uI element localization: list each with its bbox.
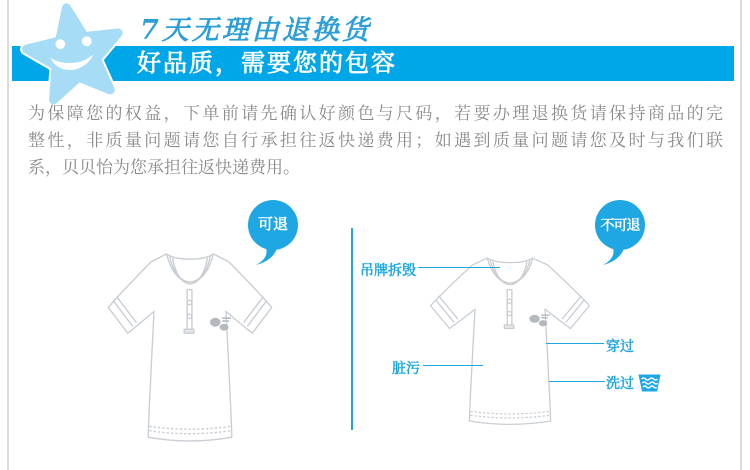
annotation-washed xyxy=(606,373,661,393)
policy-paragraph xyxy=(28,100,723,181)
returnable-shirt-illustration xyxy=(83,246,297,454)
annotation-line-stained xyxy=(423,365,483,366)
page-left-border xyxy=(7,0,9,470)
annotation-stained: 脏污 xyxy=(392,360,420,376)
policy-line-3: 系，贝贝怡为您承担往返快递费用。 xyxy=(28,158,300,177)
annotation-line-washed xyxy=(549,381,605,382)
page-right-border xyxy=(740,0,742,470)
banner-title: 好品质，需要您的包容 xyxy=(12,46,734,81)
annotation-washed-text: 洗过 xyxy=(606,375,634,391)
policy-line-2: 整性，非质量问题请您自行承担往返快递费用；如遇到质量问题请您及时与我们联 xyxy=(28,131,723,150)
annotation-line-tag xyxy=(418,267,500,268)
wash-basin-icon xyxy=(638,374,661,392)
header-slogan: 7天无理由退换货 xyxy=(140,15,372,46)
section-divider xyxy=(351,228,353,430)
non-returnable-label: 不可退 xyxy=(600,217,640,233)
annotation-line-worn xyxy=(546,343,604,344)
annotation-worn: 穿过 xyxy=(606,338,634,354)
policy-line-1: 为保障您的权益，下单前请先确认好颜色与尺码，若要办理退换货请保持商品的完 xyxy=(28,104,723,123)
smiling-star-icon xyxy=(20,1,130,105)
annotation-tag-destroyed: 吊牌拆毁 xyxy=(360,262,416,278)
returnable-label: 可退 xyxy=(257,216,288,233)
